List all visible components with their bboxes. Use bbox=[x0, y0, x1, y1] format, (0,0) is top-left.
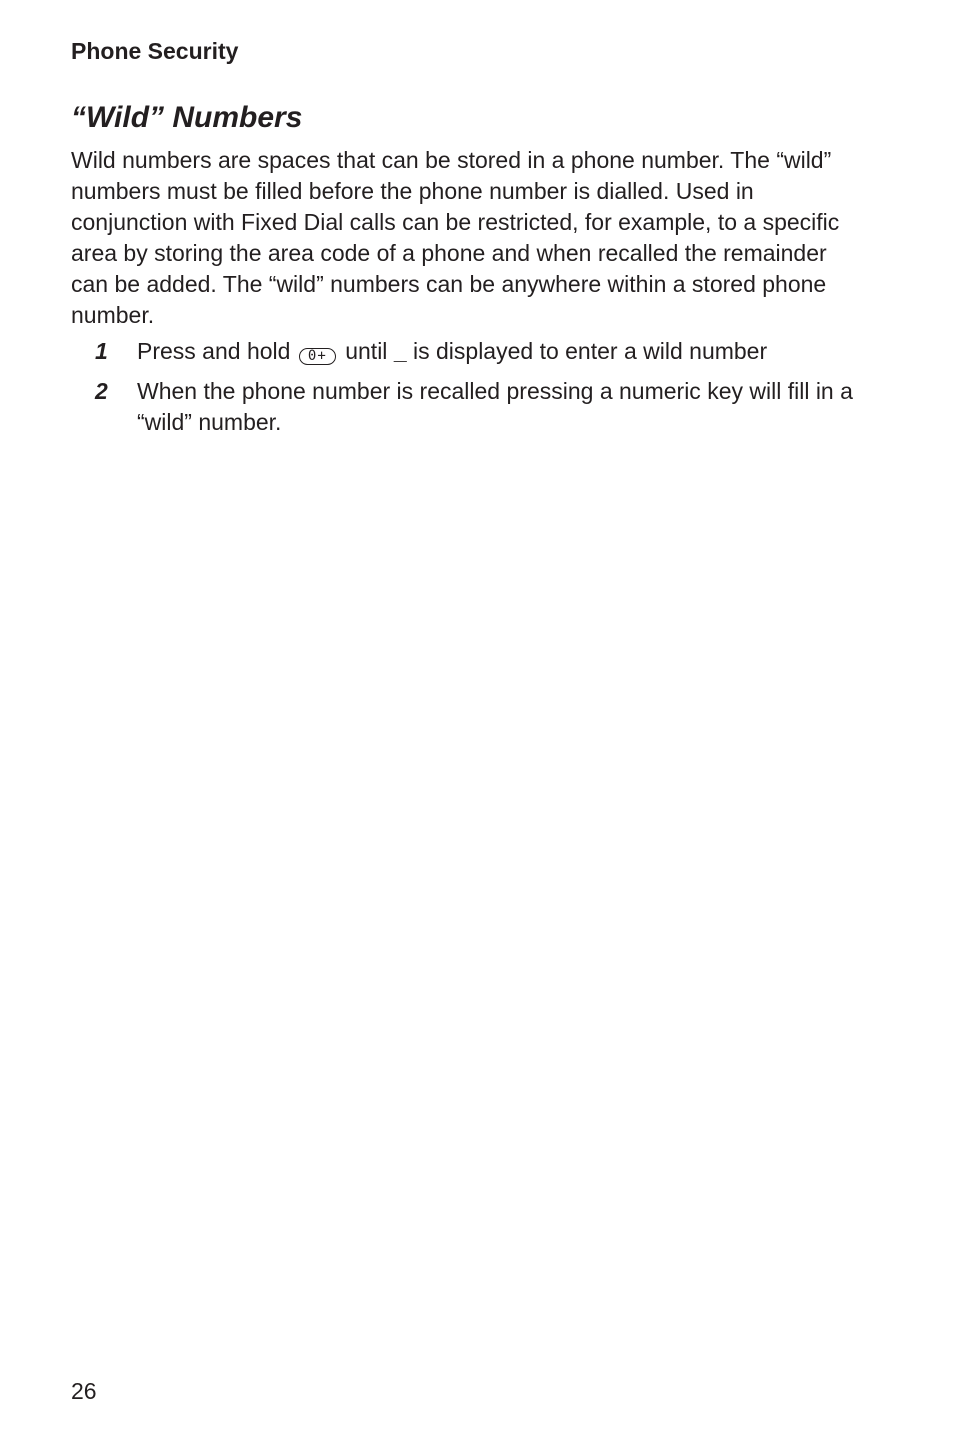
body-paragraph: Wild numbers are spaces that can be stored in a phone number. The “wild” numbers must be filled before the phone number is dialled. Used in conjunction with Fixed Dial calls can be restricted, for example, to a specific area by storing the area code of a phone and when recalled the remainder can be added. The “wild” numbers can be anywhere within a stored phone number. bbox=[71, 147, 840, 328]
wild-character: _ bbox=[393, 338, 407, 364]
step-item bbox=[71, 336, 861, 367]
step-text: When the phone number is recalled pressing a numeric key will fill in a “wild” number. bbox=[137, 378, 853, 435]
step-text-after: is displayed to enter a wild number bbox=[413, 338, 768, 364]
step-list bbox=[71, 336, 861, 438]
step-number: 2 bbox=[95, 378, 108, 404]
running-head: Phone Security bbox=[71, 38, 239, 64]
page-number: 26 bbox=[71, 1378, 97, 1404]
step-item bbox=[71, 376, 861, 438]
step-text-middle: until bbox=[345, 338, 388, 364]
step-text-before: Press and hold bbox=[137, 338, 291, 364]
zero-plus-key-icon: 0+ bbox=[299, 348, 336, 365]
step-number: 1 bbox=[95, 338, 108, 364]
section-title: “Wild” Numbers bbox=[71, 101, 303, 134]
